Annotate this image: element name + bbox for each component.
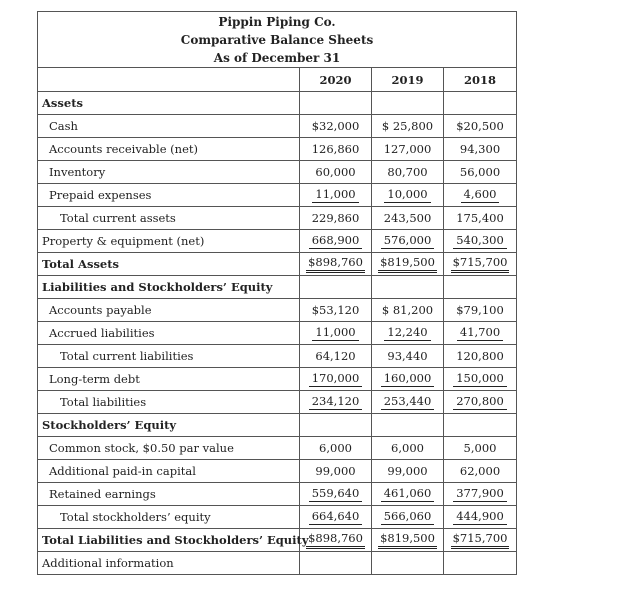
value-text: 540,300 bbox=[453, 233, 507, 249]
row-label: Additional paid-in capital bbox=[38, 460, 300, 483]
value-cell-2020 bbox=[300, 115, 372, 138]
table-row bbox=[38, 483, 517, 506]
row-label: Total current liabilities bbox=[38, 345, 300, 368]
value-text: 253,440 bbox=[381, 394, 435, 410]
value-cell-2020 bbox=[300, 276, 372, 299]
value-cell-2018 bbox=[444, 506, 517, 529]
value-cell-2018 bbox=[444, 207, 517, 230]
value-text: 80,700 bbox=[387, 165, 428, 179]
value-text: 56,000 bbox=[459, 165, 501, 179]
value-text: 6,000 bbox=[391, 441, 424, 455]
value-cell-2018 bbox=[444, 529, 517, 552]
table-row bbox=[38, 322, 517, 345]
value-text: $ 25,800 bbox=[381, 119, 434, 133]
value-text: 175,400 bbox=[456, 211, 504, 225]
value-cell-2018 bbox=[444, 161, 517, 184]
row-label: Total current assets bbox=[38, 207, 300, 230]
value-cell-2018 bbox=[444, 92, 517, 115]
value-cell-2020 bbox=[300, 506, 372, 529]
value-cell-2018 bbox=[444, 115, 517, 138]
row-label: Property & equipment (net) bbox=[38, 230, 300, 253]
value-text: $715,700 bbox=[451, 255, 510, 273]
value-cell-2019 bbox=[372, 506, 444, 529]
value-cell-2019 bbox=[372, 437, 444, 460]
value-cell-2020 bbox=[300, 460, 372, 483]
value-text: 566,060 bbox=[381, 509, 435, 525]
value-cell-2018 bbox=[444, 414, 517, 437]
value-text: 243,500 bbox=[383, 211, 432, 225]
value-text: 94,300 bbox=[459, 142, 501, 156]
value-cell-2018 bbox=[444, 483, 517, 506]
table-row bbox=[38, 230, 517, 253]
row-label: Cash bbox=[38, 115, 300, 138]
value-text: 64,120 bbox=[315, 349, 356, 363]
row-label: Long-term debt bbox=[38, 368, 300, 391]
value-text: 461,060 bbox=[381, 486, 435, 502]
value-cell-2019 bbox=[372, 391, 444, 414]
value-cell-2019 bbox=[372, 184, 444, 207]
value-text: 60,000 bbox=[315, 165, 356, 179]
table-row bbox=[38, 368, 517, 391]
value-text: 10,000 bbox=[384, 187, 430, 203]
row-label: Total Liabilities and Stockholders’ Equity bbox=[38, 529, 300, 552]
row-label: Total Assets bbox=[38, 253, 300, 276]
value-cell-2019 bbox=[372, 115, 444, 138]
value-text: $819,500 bbox=[378, 531, 437, 549]
table-row bbox=[38, 115, 517, 138]
value-cell-2019 bbox=[372, 345, 444, 368]
value-text: 99,000 bbox=[387, 464, 428, 478]
value-cell-2020 bbox=[300, 322, 372, 345]
value-text: 126,860 bbox=[311, 142, 360, 156]
value-text: 150,000 bbox=[453, 371, 507, 387]
value-cell-2018 bbox=[444, 299, 517, 322]
value-text: 234,120 bbox=[309, 394, 363, 410]
value-cell-2018 bbox=[444, 253, 517, 276]
value-cell-2020 bbox=[300, 92, 372, 115]
row-label: Additional information bbox=[38, 552, 300, 575]
value-text: 120,800 bbox=[456, 349, 504, 363]
row-label: Inventory bbox=[38, 161, 300, 184]
value-cell-2019 bbox=[372, 483, 444, 506]
value-text: $898,760 bbox=[306, 255, 365, 273]
value-text: $ 81,200 bbox=[381, 303, 434, 317]
value-cell-2018 bbox=[444, 391, 517, 414]
table-row bbox=[38, 207, 517, 230]
table-row bbox=[38, 253, 517, 276]
value-cell-2018 bbox=[444, 276, 517, 299]
value-text: 11,000 bbox=[312, 187, 358, 203]
row-label: Stockholders’ Equity bbox=[38, 414, 300, 437]
value-text: 12,240 bbox=[384, 325, 430, 341]
value-text: 6,000 bbox=[319, 441, 352, 455]
value-cell-2018 bbox=[444, 552, 517, 575]
value-cell-2020 bbox=[300, 345, 372, 368]
value-cell-2020 bbox=[300, 207, 372, 230]
table-row bbox=[38, 138, 517, 161]
statement-date: As of December 31 bbox=[213, 51, 341, 65]
value-text: 270,800 bbox=[453, 394, 507, 410]
table-row bbox=[38, 276, 517, 299]
value-cell-2020 bbox=[300, 184, 372, 207]
value-cell-2020 bbox=[300, 483, 372, 506]
value-text: 127,000 bbox=[383, 142, 432, 156]
value-cell-2018 bbox=[444, 138, 517, 161]
value-cell-2019 bbox=[372, 460, 444, 483]
value-text: 170,000 bbox=[309, 371, 363, 387]
statement-name: Comparative Balance Sheets bbox=[180, 33, 374, 47]
table-row bbox=[38, 552, 517, 575]
row-label: Total liabilities bbox=[38, 391, 300, 414]
value-text: 99,000 bbox=[315, 464, 356, 478]
row-label: Accounts receivable (net) bbox=[38, 138, 300, 161]
value-text: 41,700 bbox=[457, 325, 503, 341]
value-text: 93,440 bbox=[387, 349, 428, 363]
row-label: Accrued liabilities bbox=[38, 322, 300, 345]
value-text: 559,640 bbox=[309, 486, 363, 502]
table-row bbox=[38, 414, 517, 437]
year-header-2019: 2019 bbox=[372, 68, 444, 92]
value-text: $819,500 bbox=[378, 255, 437, 273]
value-cell-2019 bbox=[372, 529, 444, 552]
statement-title-block bbox=[38, 12, 517, 68]
value-text: 62,000 bbox=[459, 464, 501, 478]
value-cell-2018 bbox=[444, 230, 517, 253]
value-cell-2020 bbox=[300, 138, 372, 161]
value-cell-2020 bbox=[300, 161, 372, 184]
year-header-row bbox=[38, 68, 517, 92]
value-text: 668,900 bbox=[309, 233, 363, 249]
value-cell-2019 bbox=[372, 299, 444, 322]
value-cell-2019 bbox=[372, 414, 444, 437]
value-cell-2019 bbox=[372, 207, 444, 230]
value-cell-2018 bbox=[444, 184, 517, 207]
value-cell-2019 bbox=[372, 138, 444, 161]
value-text: 576,000 bbox=[381, 233, 435, 249]
value-cell-2019 bbox=[372, 322, 444, 345]
table-row bbox=[38, 391, 517, 414]
value-cell-2020 bbox=[300, 552, 372, 575]
table-row bbox=[38, 437, 517, 460]
value-text: $20,500 bbox=[456, 119, 504, 133]
row-label: Prepaid expenses bbox=[38, 184, 300, 207]
value-cell-2020 bbox=[300, 299, 372, 322]
value-text: 5,000 bbox=[463, 441, 497, 455]
table-row bbox=[38, 345, 517, 368]
value-text: 229,860 bbox=[311, 211, 360, 225]
row-label: Assets bbox=[38, 92, 300, 115]
value-text: $79,100 bbox=[456, 303, 504, 317]
year-header-2020: 2020 bbox=[300, 68, 372, 92]
value-cell-2019 bbox=[372, 552, 444, 575]
value-cell-2018 bbox=[444, 322, 517, 345]
value-cell-2020 bbox=[300, 437, 372, 460]
value-cell-2019 bbox=[372, 161, 444, 184]
value-cell-2019 bbox=[372, 368, 444, 391]
row-label: Common stock, $0.50 par value bbox=[38, 437, 300, 460]
value-text: 4,600 bbox=[461, 187, 500, 203]
table-row bbox=[38, 92, 517, 115]
value-cell-2020 bbox=[300, 391, 372, 414]
value-text: $53,120 bbox=[311, 303, 360, 317]
year-header-2018: 2018 bbox=[444, 68, 517, 92]
value-text: 377,900 bbox=[453, 486, 507, 502]
table-row bbox=[38, 161, 517, 184]
value-cell-2020 bbox=[300, 529, 372, 552]
value-cell-2020 bbox=[300, 414, 372, 437]
value-cell-2020 bbox=[300, 368, 372, 391]
value-cell-2018 bbox=[444, 460, 517, 483]
table-row bbox=[38, 529, 517, 552]
balance-sheet-table bbox=[37, 11, 517, 575]
value-text: 160,000 bbox=[381, 371, 435, 387]
value-text: 444,900 bbox=[453, 509, 507, 525]
value-cell-2019 bbox=[372, 230, 444, 253]
value-text: 664,640 bbox=[309, 509, 363, 525]
row-label: Accounts payable bbox=[38, 299, 300, 322]
value-cell-2020 bbox=[300, 253, 372, 276]
row-label: Total stockholders’ equity bbox=[38, 506, 300, 529]
header-blank-cell bbox=[38, 68, 300, 92]
value-cell-2019 bbox=[372, 92, 444, 115]
row-label: Retained earnings bbox=[38, 483, 300, 506]
table-row bbox=[38, 184, 517, 207]
table-row bbox=[38, 506, 517, 529]
row-label: Liabilities and Stockholders’ Equity bbox=[38, 276, 300, 299]
value-text: $898,760 bbox=[306, 531, 365, 549]
value-cell-2019 bbox=[372, 253, 444, 276]
value-cell-2019 bbox=[372, 276, 444, 299]
value-cell-2018 bbox=[444, 368, 517, 391]
company-name: Pippin Piping Co. bbox=[218, 15, 336, 29]
value-cell-2018 bbox=[444, 345, 517, 368]
value-cell-2020 bbox=[300, 230, 372, 253]
value-text: $32,000 bbox=[311, 119, 360, 133]
value-text: 11,000 bbox=[312, 325, 358, 341]
table-row bbox=[38, 299, 517, 322]
value-text: $715,700 bbox=[451, 531, 510, 549]
table-row bbox=[38, 460, 517, 483]
value-cell-2018 bbox=[444, 437, 517, 460]
